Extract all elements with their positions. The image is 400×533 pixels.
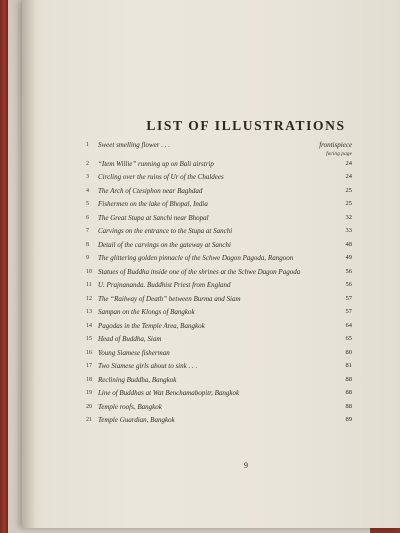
gutter-shadow [22,0,36,528]
item-caption: The Great Stupa at Sanchi near Bhopal [98,213,209,222]
item-page: 32 [345,213,352,221]
list-item [86,308,352,316]
item-caption: Detail of the carvings on the gateway at Sanchi [98,240,231,249]
item-number: 9 [86,255,89,261]
item-page: 25 [345,200,352,207]
item-number: 17 [86,363,92,369]
item-page: 56 [345,267,352,275]
item-page: 33 [345,227,352,234]
item-number: 21 [86,417,92,423]
list-item [86,335,352,343]
item-number: 8 [86,241,89,248]
list-item [86,141,352,149]
item-page: 56 [345,281,352,288]
item-page: frontispiece [319,141,352,149]
item-number: 7 [86,228,89,234]
page-number: 9 [244,461,248,470]
list-item [86,416,352,424]
list-item [86,160,352,168]
item-number: 11 [86,282,92,288]
item-page: 65 [345,335,352,342]
item-caption: Head of Buddha, Siam [98,335,162,343]
book-cover-edge [0,0,8,533]
item-caption: Temple Guardian, Bangkok [98,416,175,424]
item-number: 15 [86,336,92,342]
list-item [86,187,352,195]
item-caption: Fishermen on the lake of Bhopal, India [98,200,208,208]
list-item [86,362,352,370]
item-caption: The glittering golden pinnacle of the Schwe Dagon Pagoda, Rangoon [98,254,294,262]
item-number: 20 [86,403,92,410]
item-number: 6 [86,214,89,221]
item-caption: Young Siamese fisherman [98,348,170,357]
item-caption: Pagodas in the Temple Area, Bangkok [98,321,205,330]
item-page: 80 [345,348,352,356]
list-item [86,227,352,235]
item-page: 88 [345,402,352,410]
item-page: 88 [345,389,352,396]
list-item [86,376,352,384]
list-item [86,254,352,262]
item-caption: Circling over the ruins of Ur of the Chaldees [98,173,224,181]
item-number: 10 [86,268,92,275]
list-item [86,214,352,222]
facing-page-label: facing page [326,150,352,157]
item-caption: The Arch of Ctesiphon near Baghdad [98,186,203,195]
item-number: 13 [86,309,92,315]
list-item [86,389,352,397]
item-page: 64 [345,321,352,329]
item-caption: The “Railway of Death” between Burma and Siam [98,294,241,303]
list-item [86,173,352,181]
item-number: 5 [86,201,89,207]
item-number: 4 [86,187,89,194]
item-caption: U. Prajnananda. Buddhist Priest from England [98,281,231,289]
item-caption: Two Siamese girls about to sink . . . [98,362,198,370]
item-page: 88 [345,375,352,383]
item-caption: Sweet smelling flower . . . [98,141,170,149]
item-number: 19 [86,390,92,396]
item-number: 18 [86,376,92,383]
item-page: 24 [345,173,352,180]
item-page: 81 [345,362,352,369]
item-caption: “Item Willie” running up on Bali airstrip [98,159,214,168]
item-number: 12 [86,295,92,302]
item-caption: Carvings on the entrance to the Stupa at Sanchi [98,227,233,235]
item-page: 89 [345,416,352,423]
list-item [86,268,352,276]
item-number: 16 [86,349,92,356]
item-number: 3 [86,174,89,180]
illustrations-list [86,141,352,430]
item-page: 57 [345,308,352,315]
list-item [86,403,352,411]
list-item [86,200,352,208]
item-page: 57 [345,294,352,302]
item-caption: Reclining Buddha, Bangkok [98,375,177,384]
list-item [86,241,352,249]
item-page: 48 [345,240,352,248]
list-item [86,295,352,303]
item-page: 49 [345,254,352,261]
item-caption: Statues of Buddha inside one of the shrines at the Schwe Dagon Pagoda [98,267,301,276]
item-number: 2 [86,160,89,167]
item-caption: Line of Buddhas at Wat Benchamabopitr, Bangkok [98,389,240,397]
page-title: LIST OF ILLUSTRATIONS [146,118,346,133]
list-item [86,281,352,289]
list-item [86,349,352,357]
item-number: 1 [86,142,89,148]
list-item [86,322,352,330]
item-caption: Temple roofs, Bangkok [98,402,162,411]
item-caption: Sampan on the Klongs of Bangkok [98,308,195,316]
item-page: 24 [345,159,352,167]
item-page: 25 [345,186,352,194]
book-page [22,0,400,528]
item-number: 14 [86,322,92,329]
